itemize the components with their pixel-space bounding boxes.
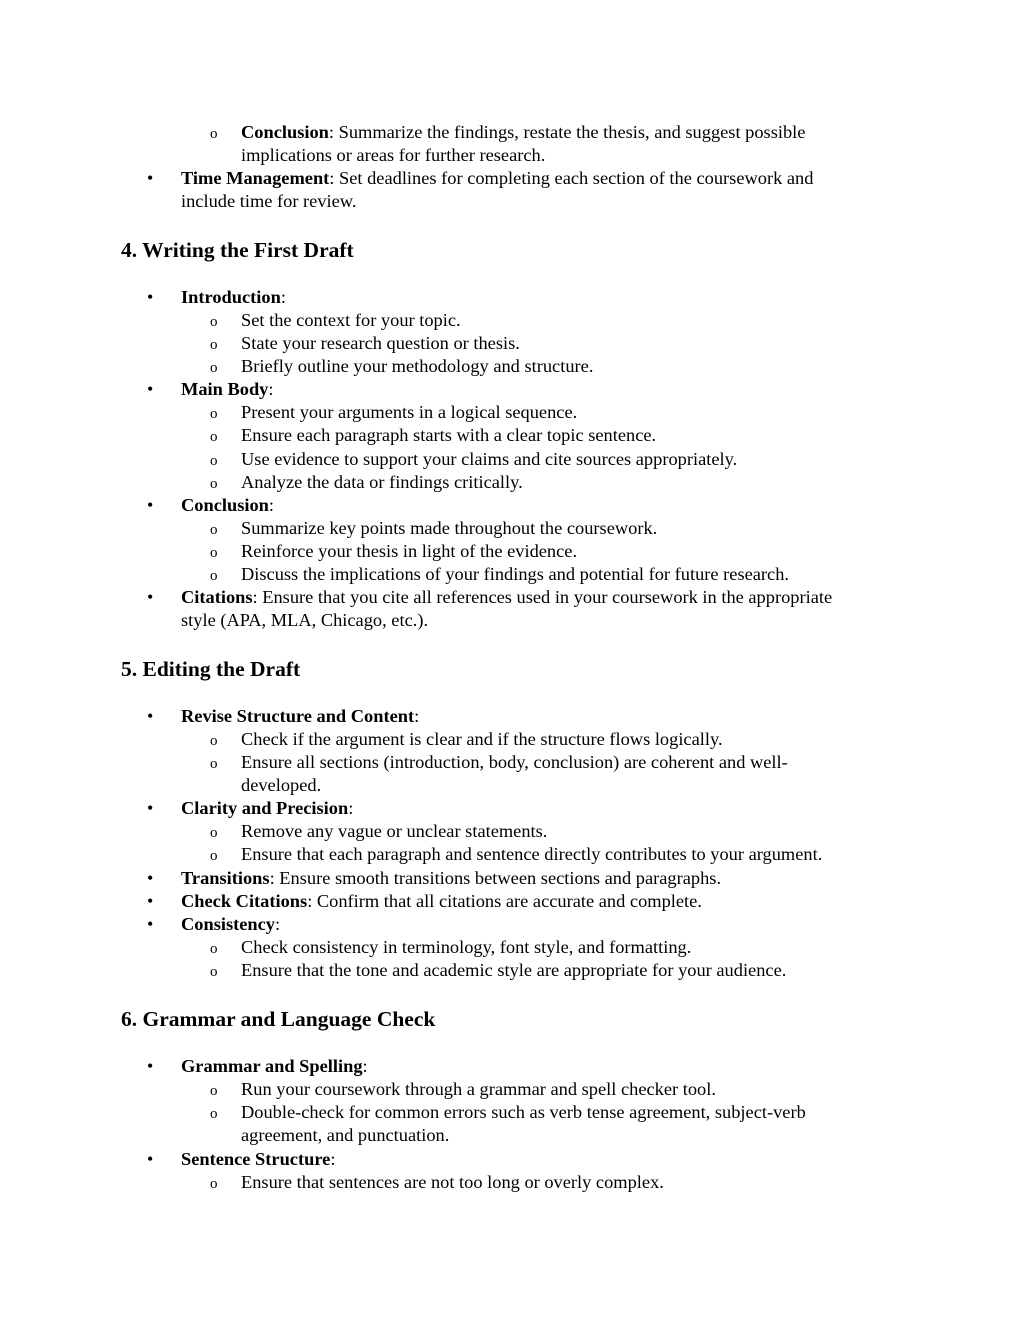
- list-item-continuation: include time for review.: [181, 191, 357, 211]
- list-item-continuation: implications or areas for further research.: [241, 145, 546, 165]
- list-item: Discuss the implications of your findings and potential for future research.: [241, 564, 790, 584]
- term-label: Conclusion: [241, 122, 329, 142]
- term-label: Conclusion: [181, 495, 269, 515]
- term-label: Check Citations: [181, 891, 308, 911]
- term-label: Consistency: [181, 914, 276, 934]
- punct: :: [330, 1149, 336, 1169]
- term-label: Sentence Structure: [181, 1149, 331, 1169]
- list-item: State your research question or thesis.: [241, 333, 520, 353]
- sub-bullet-marker: o: [210, 568, 218, 584]
- list-item: Ensure that each paragraph and sentence directly contributes to your argument.: [241, 844, 823, 864]
- list-item: [181, 867, 721, 890]
- list-item: [181, 378, 274, 401]
- term-label: Main Body: [181, 379, 269, 399]
- punct: :: [362, 1056, 368, 1076]
- term-label: Introduction: [181, 287, 281, 307]
- sub-bullet-marker: o: [210, 453, 218, 469]
- sub-bullet-marker: o: [210, 1176, 218, 1192]
- bullet-marker: •: [147, 868, 154, 888]
- bullet-marker: •: [147, 914, 154, 934]
- list-item: Present your arguments in a logical sequence.: [241, 402, 578, 422]
- list-item: Check if the argument is clear and if the structure flows logically.: [241, 729, 723, 749]
- list-item: [181, 1055, 368, 1078]
- list-item: Ensure that the tone and academic style are appropriate for your audience.: [241, 960, 787, 980]
- list-item: [181, 705, 419, 728]
- sub-bullet-marker: o: [210, 476, 218, 492]
- list-item: [181, 890, 702, 913]
- item-text: : Summarize the findings, restate the thesis, and suggest possible: [328, 122, 806, 142]
- list-item: [181, 167, 813, 190]
- list-item: Set the context for your topic.: [241, 310, 461, 330]
- list-item: Analyze the data or findings critically.: [241, 472, 523, 492]
- sub-bullet-marker: o: [210, 126, 218, 142]
- list-item-continuation: developed.: [241, 775, 322, 795]
- section-heading: 6. Grammar and Language Check: [121, 1007, 436, 1031]
- sub-bullet-marker: o: [210, 825, 218, 841]
- bullet-marker: •: [147, 1056, 154, 1076]
- list-item: [181, 586, 832, 609]
- sub-bullet-marker: o: [210, 848, 218, 864]
- bullet-marker: •: [147, 587, 154, 607]
- section-heading: 4. Writing the First Draft: [121, 238, 354, 262]
- sub-bullet-marker: o: [210, 337, 218, 353]
- list-item: Briefly outline your methodology and structure.: [241, 356, 594, 376]
- bullet-marker: •: [147, 798, 154, 818]
- item-text: : Ensure that you cite all references used in your coursework in the appropriate: [252, 587, 833, 607]
- sub-bullet-marker: o: [210, 1106, 218, 1122]
- sub-bullet-marker: o: [210, 406, 218, 422]
- bullet-marker: •: [147, 1149, 154, 1169]
- list-item: Summarize key points made throughout the coursework.: [241, 518, 658, 538]
- list-item: Check consistency in terminology, font style, and formatting.: [241, 937, 692, 957]
- list-item: [181, 913, 280, 936]
- section-heading: 5. Editing the Draft: [121, 657, 301, 681]
- term-label: Time Management: [181, 168, 330, 188]
- list-item: [181, 1148, 335, 1171]
- list-item: [181, 797, 353, 820]
- list-item: Use evidence to support your claims and cite sources appropriately.: [241, 449, 738, 469]
- sub-bullet-marker: o: [210, 314, 218, 330]
- item-text: : Confirm that all citations are accurate and complete.: [307, 891, 702, 911]
- bullet-marker: •: [147, 379, 154, 399]
- list-item: Double-check for common errors such as verb tense agreement, subject-verb: [241, 1102, 806, 1122]
- bullet-marker: •: [147, 891, 154, 911]
- bullet-marker: •: [147, 706, 154, 726]
- sub-bullet-marker: o: [210, 522, 218, 538]
- list-item: Ensure each paragraph starts with a clear topic sentence.: [241, 425, 657, 445]
- term-label: Transitions: [181, 868, 270, 888]
- list-item: [181, 494, 274, 517]
- sub-bullet-marker: o: [210, 545, 218, 561]
- sub-bullet-marker: o: [210, 1083, 218, 1099]
- sub-bullet-marker: o: [210, 941, 218, 957]
- list-item: Ensure that sentences are not too long or overly complex.: [241, 1172, 664, 1192]
- term-label: Grammar and Spelling: [181, 1056, 363, 1076]
- sub-bullet-marker: o: [210, 429, 218, 445]
- bullet-marker: •: [147, 168, 154, 188]
- sub-bullet-marker: o: [210, 733, 218, 749]
- list-item: Run your coursework through a grammar and spell checker tool.: [241, 1079, 716, 1099]
- term-label: Revise Structure and Content: [181, 706, 415, 726]
- punct: :: [268, 379, 274, 399]
- sub-bullet-marker: o: [210, 360, 218, 376]
- item-text: : Ensure smooth transitions between sections and paragraphs.: [269, 868, 722, 888]
- list-item: [241, 121, 805, 144]
- list-item: Remove any vague or unclear statements.: [241, 821, 548, 841]
- list-item-continuation: agreement, and punctuation.: [241, 1125, 450, 1145]
- punct: :: [414, 706, 420, 726]
- punct: :: [348, 798, 354, 818]
- sub-bullet-marker: o: [210, 756, 218, 772]
- list-item: Ensure all sections (introduction, body, conclusion) are coherent and well-: [241, 752, 788, 772]
- term-label: Citations: [181, 587, 253, 607]
- punct: :: [275, 914, 281, 934]
- bullet-marker: •: [147, 287, 154, 307]
- list-item: [181, 286, 286, 309]
- list-item-continuation: style (APA, MLA, Chicago, etc.).: [181, 610, 429, 630]
- sub-bullet-marker: o: [210, 964, 218, 980]
- bullet-marker: •: [147, 495, 154, 515]
- list-item: Reinforce your thesis in light of the evidence.: [241, 541, 578, 561]
- punct: :: [280, 287, 286, 307]
- punct: :: [268, 495, 275, 515]
- term-label: Clarity and Precision: [181, 798, 349, 818]
- item-text: : Set deadlines for completing each section of the coursework and: [329, 168, 814, 188]
